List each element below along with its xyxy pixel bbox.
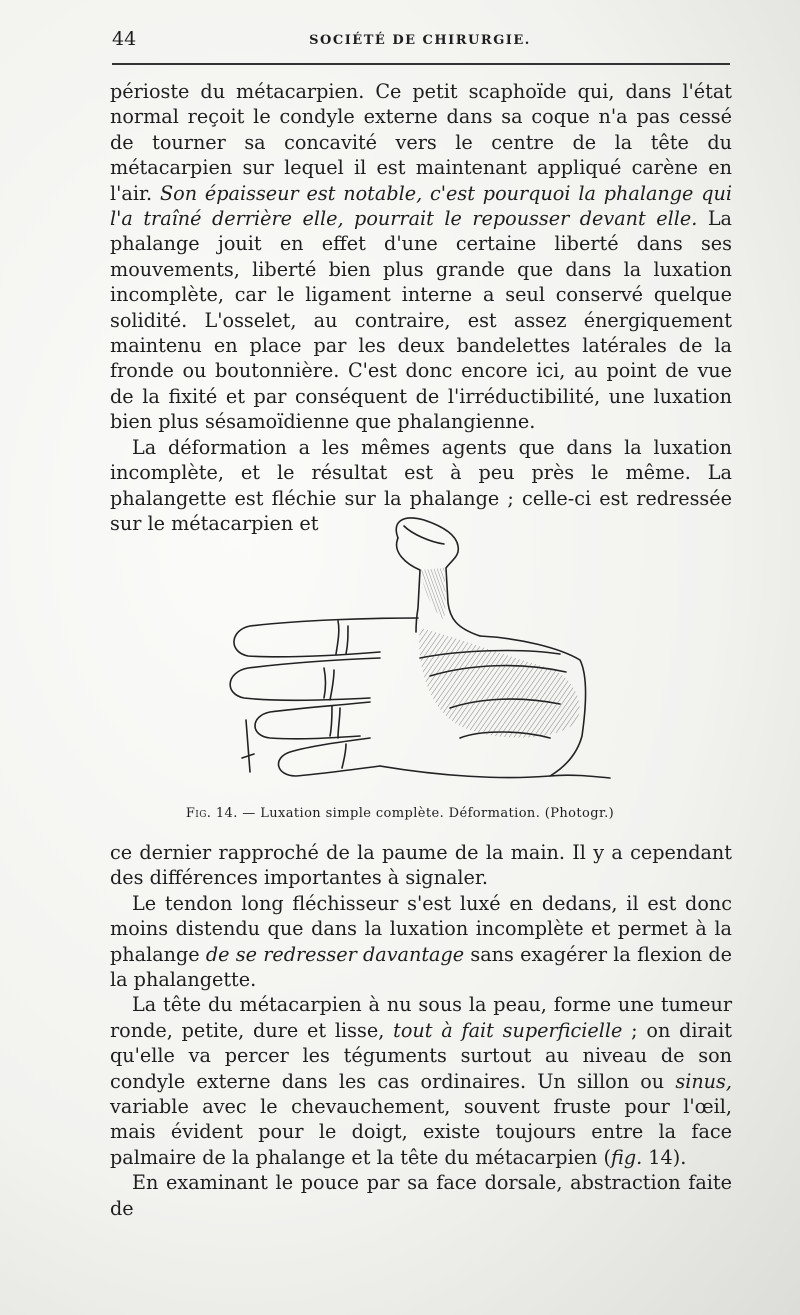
paragraph [110, 79, 732, 435]
paragraph [110, 891, 732, 993]
body-text-bottom [110, 840, 732, 1221]
text-run: La tête du métacarpien à nu sous la peau, forme une tumeur ronde, petite, dure et lisse, [110, 993, 732, 1042]
italic-run: sinus, [675, 1069, 732, 1093]
text-run: variable avec le chevauchement, souvent fruste pour l'œil, mais évident pour le doigt, existe toujours entre la face palmaire de la phalange et la tête du métacarpien ( [110, 1095, 732, 1169]
paragraph [110, 840, 732, 891]
header-rule [112, 63, 730, 65]
page-number: 44 [112, 28, 137, 50]
figure-caption-text: — Luxation simple complète. Déformation. (Photogr.) [237, 806, 615, 821]
body-text-top [110, 79, 732, 536]
figure-caption [0, 806, 800, 821]
italic-run: de se redresser davantage [205, 942, 465, 966]
text-run: périoste du métacarpien. Ce petit scaphoïde qui, dans l'état normal reçoit le condyle externe dans sa coque n'a pas cessé de tourner sa concavité vers le centre de la tête du métacarpien sur lequel il est maintenant appliqué carène en l'air. [110, 80, 732, 205]
text-run: La déformation a les mêmes agents que dans la luxation incomplète, et le résultat est à peu près le même. La phalangette est fléchie sur la phalange ; celle-ci est redressée sur le métacarpien et [110, 435, 732, 535]
running-title: SOCIÉTÉ DE CHIRURGIE. [309, 33, 531, 48]
paragraph [110, 992, 732, 1170]
paragraph [110, 1170, 732, 1221]
italic-run: tout à fait superficielle [393, 1018, 623, 1042]
hand-illustration [220, 508, 640, 800]
italic-run: Son épaisseur est notable, c'est pourquoi la phalange qui l'a traîné derrière elle, pourrait le repousser devant elle. [110, 181, 733, 231]
text-run: Le tendon long fléchisseur s'est luxé en dedans, il est donc moins distendu que dans la luxation incomplète et permet à la phalange [110, 891, 732, 966]
text-run: La phalange jouit en effet d'une certaine liberté dans ses mouvements, liberté bien plus grande que dans la luxation incomplète, car le ligament interne a seul conservé quelque solidité. L'osselet, au contraire, est assez énergiquement maintenu en place par les deux bandelettes latérales de la fronde ou boutonnière. C'est donc encore ici, au point de vue de la fixité et par conséquent de l'irréductibilité, une luxation bien plus sésamoïdienne que phalangienne. [110, 207, 732, 434]
text-run: En examinant le pouce par sa face dorsale, abstraction faite de [110, 1171, 732, 1220]
italic-run: fig. [611, 1145, 643, 1169]
text-run: ce dernier rapproché de la paume de la main. Il y a cependant des différences importantes à signaler. [110, 841, 732, 890]
text-run: sans exagérer la flexion de la phalangette. [110, 942, 732, 992]
text-run: ; on dirait qu'elle va percer les téguments surtout au niveau de son condyle externe dans les cas ordinaires. Un sillon ou [110, 1018, 732, 1093]
figure-label: Fig. 14. [185, 806, 238, 821]
text-run: 14). [642, 1145, 687, 1169]
